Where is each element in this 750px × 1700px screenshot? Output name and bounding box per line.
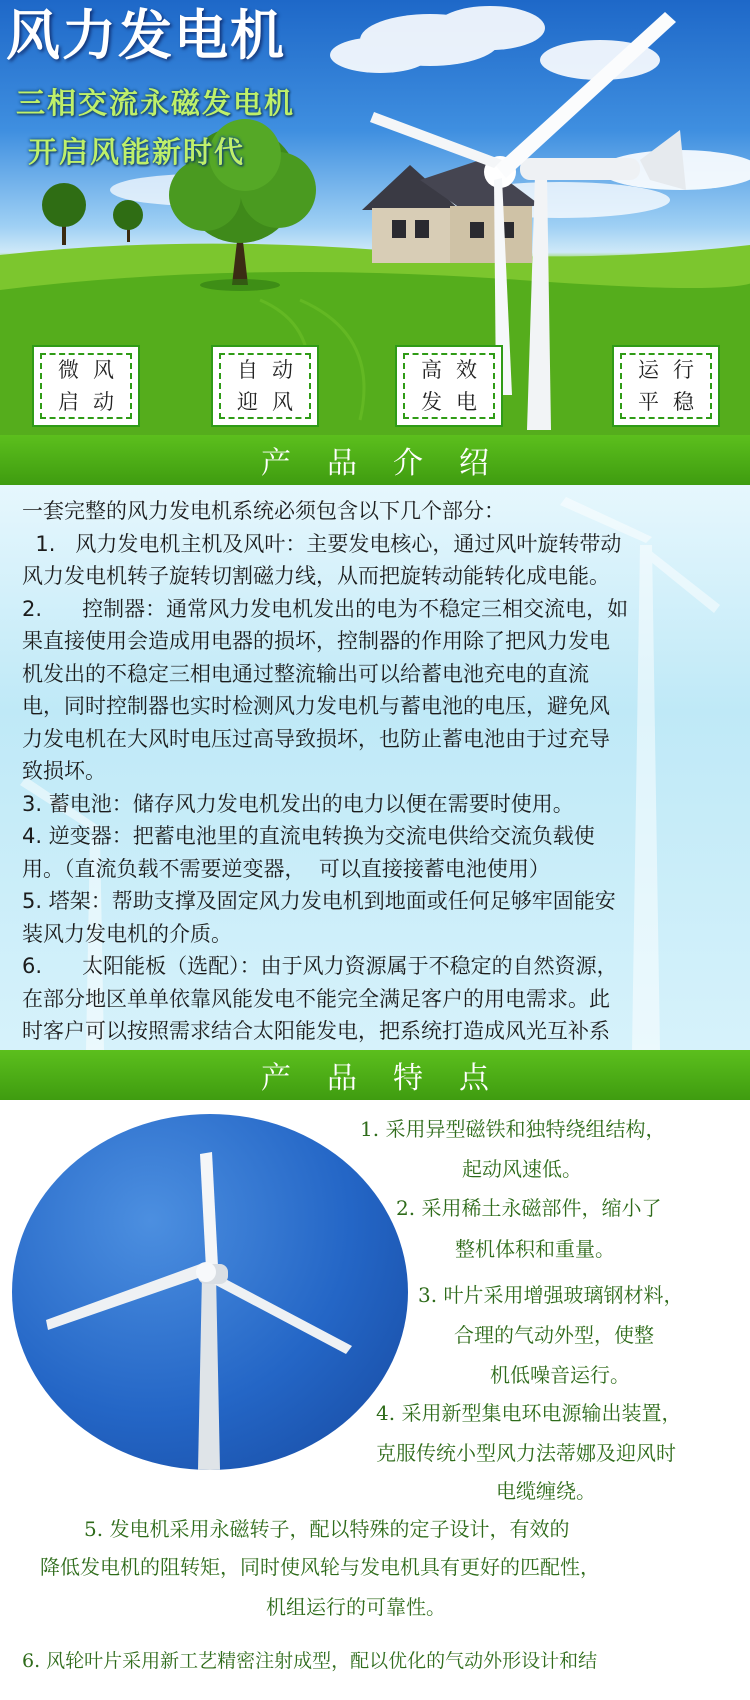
intro-line: 风力发电机转子旋转切割磁力线，从而把旋转动能转化成电能。	[22, 564, 610, 588]
feature-line: 5. 发电机采用永磁转子，配以特殊的定子设计，有效的	[84, 1517, 570, 1541]
feature-line: 机组运行的可靠性。	[266, 1595, 446, 1619]
intro-line: 在部分地区单单依靠风能发电不能完全满足客户的用电需求。此	[22, 986, 610, 1011]
section-heading-intro: 产品介绍	[261, 446, 525, 481]
intro-line: 致损坏。	[22, 759, 106, 783]
section-bar-intro	[0, 435, 750, 485]
feature-line: 降低发电机的阻转矩，同时使风轮与发电机具有更好的匹配性，	[40, 1555, 600, 1579]
feature-line: 整机体积和重量。	[455, 1237, 615, 1261]
intro-line: 用。（直流负载不需要逆变器， 可以直接接蓄电池使用）	[22, 856, 550, 881]
feature-badge-low-wind-start	[32, 345, 140, 427]
feature-line: 合理的气动外型，使整	[454, 1323, 654, 1347]
feature-line: 起动风速低。	[462, 1157, 582, 1181]
badge-line: 运行	[638, 358, 708, 382]
intro-line: 6. 太阳能板（选配）：由于风力资源属于不稳定的自然资源，	[22, 954, 618, 978]
feature-badge-high-efficiency	[395, 345, 503, 427]
intro-line: 果直接使用会造成用电器的损坏，控制器的作用除了把风力发电	[22, 629, 610, 653]
intro-section	[0, 485, 750, 1050]
hero-banner	[0, 0, 750, 435]
intro-body	[22, 495, 734, 1050]
feature-badge-stable-operation	[612, 345, 720, 427]
intro-line: 机发出的不稳定三相电通过整流输出可以给蓄电池充电的直流	[22, 661, 589, 686]
intro-line: 3. 蓄电池：储存风力发电机发出的电力以便在需要时使用。	[22, 791, 574, 816]
badge-line: 迎风	[237, 390, 307, 414]
intro-line: 1. 风力发电机主机及风叶：主要发电核心，通过风叶旋转带动	[22, 531, 622, 556]
intro-line: 一套完整的风力发电机系统必须包含以下几个部分：	[22, 499, 505, 523]
feature-line: 3. 叶片采用增强玻璃钢材料，	[418, 1283, 684, 1307]
turbine-photo-illustration	[12, 1114, 408, 1470]
badge-line: 发电	[421, 390, 491, 414]
turbine-photo	[12, 1114, 408, 1470]
feature-line: 6. 风轮叶片采用新工艺精密注射成型，配以优化的气动外形设计和结	[22, 1650, 598, 1672]
hero-subtitle-motor-type: 三相交流永磁发电机	[16, 86, 296, 120]
hero-subtitle-slogan: 开启风能新时代	[28, 135, 246, 169]
feature-badge-auto-yaw	[211, 345, 319, 427]
intro-line: 力发电机在大风时电压过高导致损坏，也防止蓄电池由于过充导	[22, 726, 610, 751]
hero-title: 风力发电机	[6, 4, 286, 67]
badge-line: 高效	[421, 358, 491, 382]
badge-line: 自动	[237, 358, 307, 382]
section-bar-features	[0, 1050, 750, 1100]
feature-line: 机低噪音运行。	[490, 1363, 630, 1387]
badge-line: 平稳	[638, 390, 708, 414]
section-heading-features: 产品特点	[261, 1061, 525, 1096]
badge-line: 微风	[58, 358, 128, 382]
feature-line: 4. 采用新型集电环电源输出装置，	[376, 1401, 682, 1425]
feature-line: 电缆缠绕。	[496, 1479, 596, 1503]
intro-line: 电，同时控制器也实时检测风力发电机与蓄电池的电压，避免风	[22, 694, 610, 718]
intro-line: 2. 控制器：通常风力发电机发出的电为不稳定三相交流电，如	[22, 596, 629, 621]
intro-line: 时客户可以按照需求结合太阳能发电，把系统打造成风光互补系	[22, 1019, 610, 1043]
intro-line: 4. 逆变器：把蓄电池里的直流电转换为交流电供给交流负载使	[22, 824, 595, 848]
intro-line: 5. 塔架：帮助支撑及固定风力发电机到地面或任何足够牢固能安	[22, 889, 616, 913]
feature-line: 1. 采用异型磁铁和独特绕组结构，	[360, 1117, 666, 1141]
features-section	[0, 1100, 750, 1700]
badge-line: 启动	[58, 390, 128, 414]
intro-line: 装风力发电机的介质。	[22, 921, 232, 946]
feature-line: 克服传统小型风力法蒂娜及迎风时	[376, 1441, 676, 1465]
feature-line: 2. 采用稀土永磁部件，缩小了	[396, 1196, 662, 1220]
